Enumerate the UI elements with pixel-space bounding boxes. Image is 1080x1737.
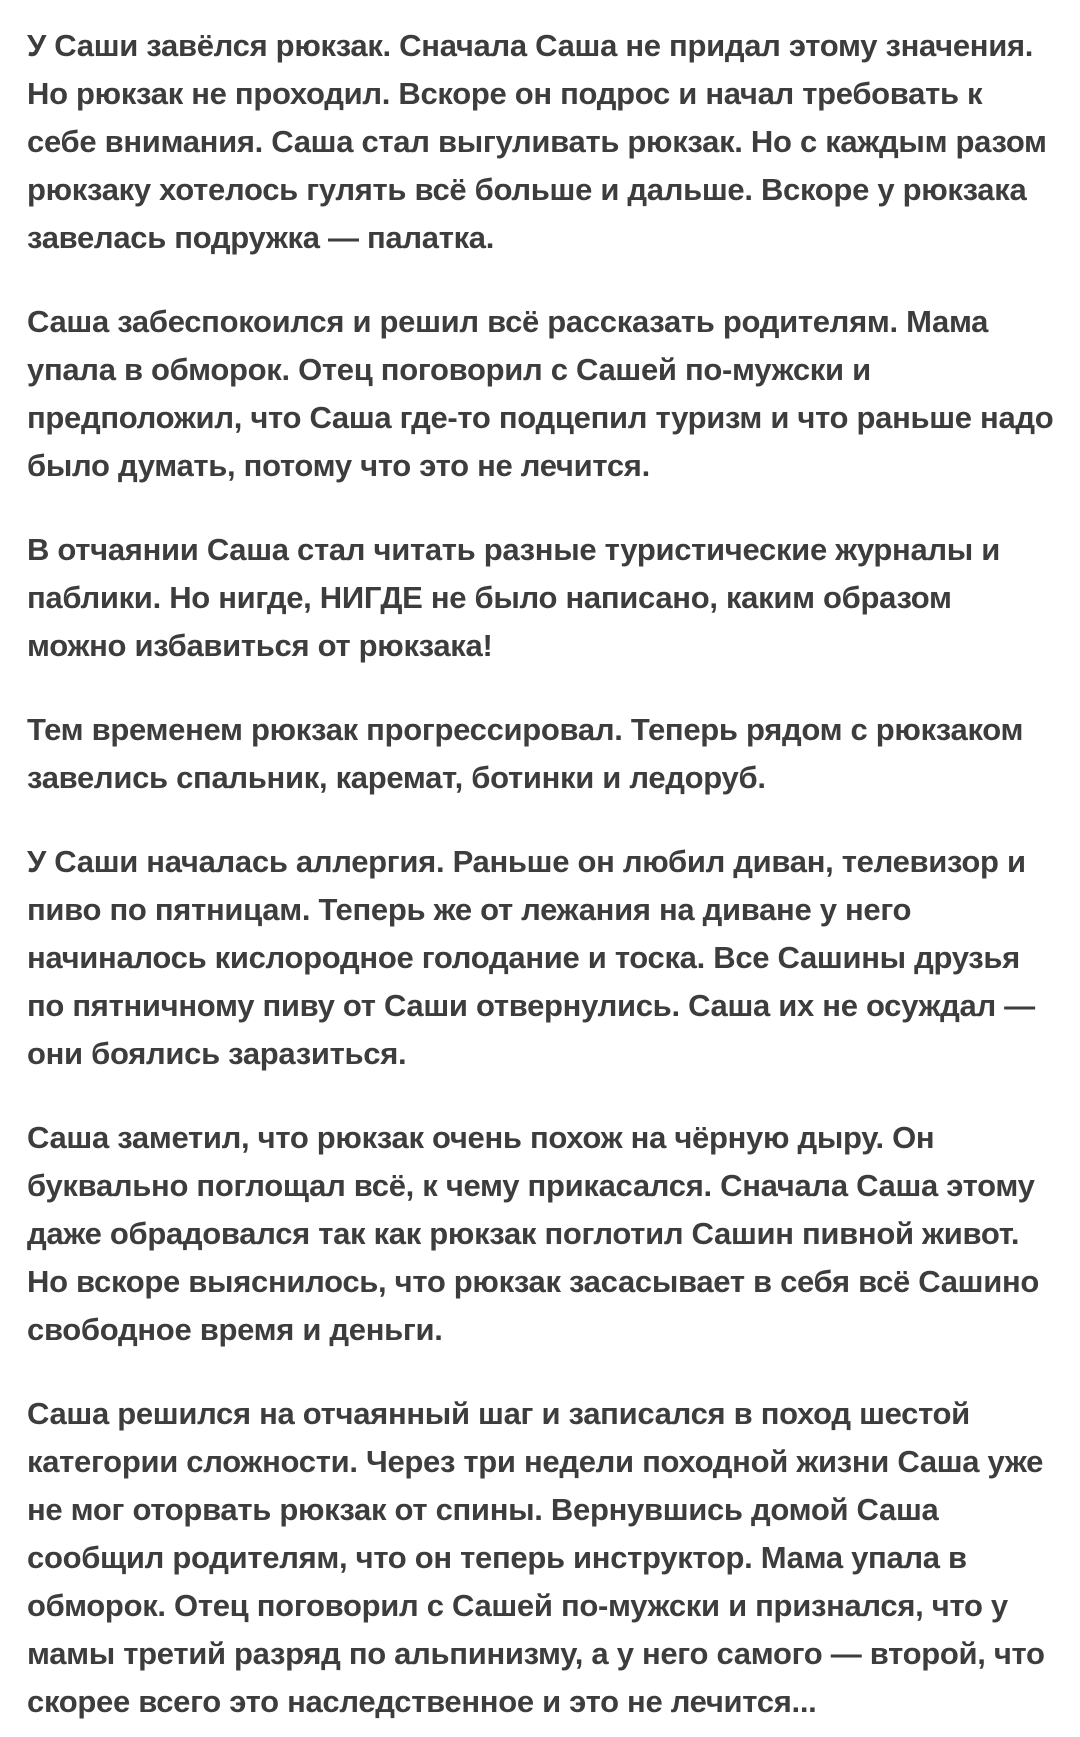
paragraph-6: Саша заметил, что рюкзак очень похож на чёрную дыру. Он буквально поглощал всё, к чему прикасался. Сначала Саша этому даже обрадовался так как рюкзак поглотил Сашин пивной живот. Но вскоре выяснилось, что рюкзак засасывает в себя всё Сашино свободное время и деньги. <box>27 1120 1040 1347</box>
paragraph-5: У Саши началась аллергия. Раньше он любил диван, телевизор и пиво по пятницам. Теперь же от лежания на диване у него начиналось кислородное голодание и тоска. Все Сашины друзья по пятничному пиву от Саши отвернулись. Саша их не осуждал — они боялись заразиться. <box>27 844 1035 1071</box>
paragraph-4: Тем временем рюкзак прогрессировал. Теперь рядом с рюкзаком завелись спальник, каремат, ботинки и ледоруб. <box>27 712 1024 795</box>
paragraph-3: В отчаянии Саша стал читать разные туристические журналы и паблики. Но нигде, НИГДЕ не было написано, каким образом можно избавиться от рюкзака! <box>27 532 1001 663</box>
paragraph-7: Саша решился на отчаянный шаг и записался в поход шестой категории сложности. Через три недели походной жизни Саша уже не мог оторвать рюкзак от спины. Вернувшись домой Саша сообщил родителям, что он теперь инструктор. Мама упала в обморок. Отец поговорил с Сашей по-мужски и признался, что у мамы третий разряд по альпинизму, а у него самого — второй, что скорее всего это наследственное и это не лечится... <box>27 1396 1045 1719</box>
paragraph-2: Саша забеспокоился и решил всё рассказать родителям. Мама упала в обморок. Отец поговорил с Сашей по-мужски и предположил, что Саша где-то подцепил туризм и что раньше надо было думать, потому что это не лечится. <box>27 304 1054 483</box>
paragraph-1: У Саши завёлся рюкзак. Сначала Саша не придал этому значения. Но рюкзак не проходил. Вскоре он подрос и начал требовать к себе внимания. Саша стал выгуливать рюкзак. Но с каждым разом рюкзаку хотелось гулять всё больше и дальше. Вскоре у рюкзака завелась подружка — палатка. <box>27 28 1047 255</box>
